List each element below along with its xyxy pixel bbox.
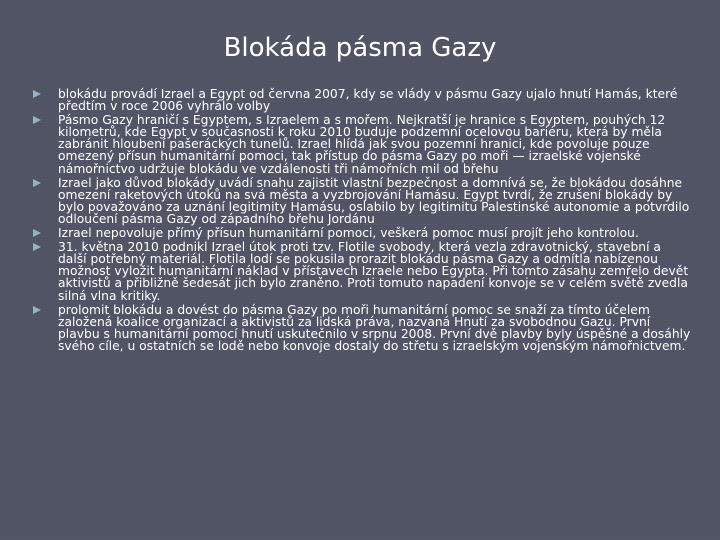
bullet-text: Izrael jako důvod blokády uvádí snahu zajistit vlastní bezpečnost a domnívá se, že blokádou dosáhne omezení raketových útoků na svá města a vyzbrojování Hamásu. Egypt tvrdí, že zrušení blokády by bylo považováno za uznání legitimity Hamásu, oslabilo by legitimitu Palestinské autonomie a potvrdilo odloučení pásma Gazy od západního břehu Jordánu [58, 175, 690, 226]
triangle-bullet-icon [32, 178, 42, 188]
triangle-bullet-icon [32, 242, 42, 252]
bullet-text: Izrael nepovoluje přímý přísun humanitární pomoci, veškerá pomoc musí projít jeho kontrolou. [58, 226, 639, 241]
bullet-text: Pásmo Gazy hraničí s Egyptem, s Izraelem a s mořem. Nejkratší je hranice s Egyptem, pouhých 12 kilometrů, kde Egypt v současnosti k roku 2010 buduje podzemní ocelovou bariéru, která by měla zabránit hloubení pašeráckých tunelů. Izrael hlídá jak svou pozemní hranici, kde povoluje pouze omezený přísun humanitární pomoci, tak přístup do pásma Gazy po moři — izraelské vojenské námořnictvo udržuje blokádu ve vzdálenosti tři námořních mil od břehu [58, 113, 666, 176]
bullet-text: prolomit blokádu a dovést do pásma Gazy po moři humanitární pomoc se snaží za tímto účelem založená koalice organizací a aktivistů za lidská práva, nazvaná Hnutí za svobodnou Gazu. První plavbu s humanitární pomocí hnutí uskutečnilo v srpnu 2008. První dvě plavby byly úspěšné a dosáhly svého cíle, u ostatních se lodě nebo konvoje dostaly do střetu s izraelským vojenským námořnictvem. [58, 302, 691, 353]
slide-title: Blokáda pásma Gazy [223, 33, 497, 63]
bullet-item [32, 227, 692, 239]
bullet-item [32, 114, 692, 174]
bullet-item [32, 241, 692, 301]
triangle-bullet-icon [32, 115, 42, 125]
triangle-bullet-icon [32, 89, 42, 99]
bullet-list [32, 88, 692, 354]
triangle-bullet-icon [32, 228, 42, 238]
triangle-bullet-icon [32, 305, 42, 315]
bullet-item [32, 304, 692, 352]
bullet-text: blokádu provádí Izrael a Egypt od června 2007, kdy se vlády v pásmu Gazy ujalo hnutí Hamás, které předtím v roce 2006 vyhrálo volby [58, 87, 678, 114]
bullet-item [32, 88, 692, 112]
bullet-text: 31. května 2010 podnikl Izrael útok proti tzv. Flotile svobody, která vezla zdravotnický, stavební a další potřebný materiál. Flotila lodí se pokusila prorazit blokádu pásma Gazy a odmítla nabízenou možnost vyložit humanitární náklad v přístavech Izraele nebo Egypta. Při tomto zásahu zemřelo devět aktivistů a přibližně šedesát jich bylo zraněno. Proti tomuto napadení konvoje se v celém světě zvedla silná vlna kritiky. [58, 240, 689, 303]
bullet-item [32, 177, 692, 225]
